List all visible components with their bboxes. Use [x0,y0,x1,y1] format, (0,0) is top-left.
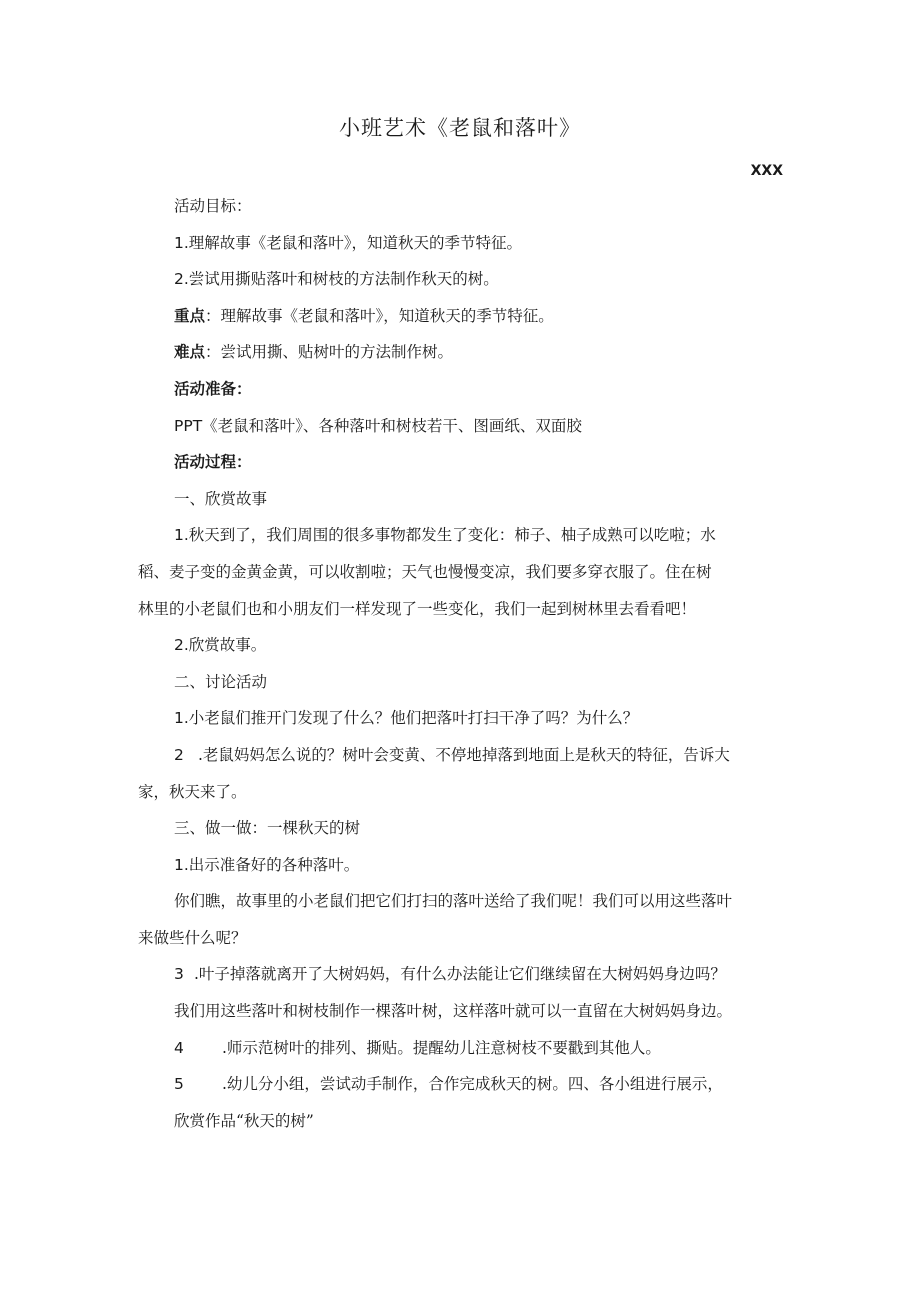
section-1-item-1-number: 1. [174,526,189,545]
key-point-text: ：理解故事《老鼠和落叶》，知道秋天的季节特征。 [205,306,554,325]
difficulty-label: 难点 [174,343,206,362]
section-3-item-4 [138,1030,788,1067]
section-3-item-1-text: 出示准备好的各种落叶。 [188,855,360,874]
section-1-item-2-number: 2. [174,636,189,655]
section-2-item-2-line-1 [138,737,788,774]
prep-materials-text: 《老鼠和落叶》、各种落叶和树枝若干、图画纸、双面胶 [202,416,582,435]
section-1-item-1-line-2: 稻、麦子变的金黄金黄，可以收割啦；天气也慢慢变凉，我们要多穿衣服了。住在树 [138,562,712,581]
section-3-item-4-number: 4 [174,1038,184,1057]
section-3-item-5 [138,1066,788,1103]
key-point [138,298,788,335]
section-3-heading: 三、做一做：一棵秋天的树 [174,819,361,838]
key-point-label: 重点 [174,306,206,325]
section-3-item-1-number: 1. [174,855,189,874]
goals-heading: 活动目标： [174,197,252,215]
goal-item-2 [138,261,788,298]
section-3-item-3 [138,956,788,993]
section-1-item-2 [138,627,788,664]
section-2-item-1 [138,700,788,737]
author-name: XXX [750,163,783,179]
section-2-heading: 二、讨论活动 [174,672,268,691]
prep-materials [138,408,788,445]
section-3-item-1 [138,847,788,884]
section-2-item-2-number: 2 [174,745,184,764]
section-2-item-1-number: 1. [174,709,189,728]
section-3-item-3-number: 3 [174,965,184,984]
goal-item-1 [138,225,788,262]
process-heading: 活动过程： [174,453,252,472]
section-2-item-2-line-2: 家，秋天来了。 [138,782,247,801]
document-body [138,188,788,1139]
section-3-item-2-line-2: 来做些什么呢？ [138,928,247,947]
section-3-item-3-text: .叶子掉落就离开了大树妈妈，有什么办法能让它们继续留在大树妈妈身边吗？ [194,965,726,984]
section-3-item-5-text: .幼儿分小组，尝试动手制作，合作完成秋天的树。四、各小组进行展示， [222,1075,723,1094]
goal-2-text: 尝试用撕贴落叶和树枝的方法制作秋天的树。 [188,270,499,289]
section-3-item-4-text: .师示范树叶的排列、撕贴。提醒幼儿注意树枝不要戳到其他人。 [222,1038,661,1057]
difficulty-point [138,334,788,371]
prep-ppt: PPT [174,416,203,435]
section-2-item-2-text-a: .老鼠妈妈怎么说的？树叶会变黄、不停地掉落到地面上是秋天的特征，告诉大 [198,745,730,764]
section-3-item-5-number: 5 [174,1075,184,1094]
section-3-item-6: 欣赏作品“秋天的树” [174,1111,314,1130]
section-2-item-1-text: 小老鼠们推开门发现了什么？他们把落叶打扫干净了吗？为什么？ [188,709,639,728]
document-title: 小班艺术《老鼠和落叶》 [339,116,581,140]
section-3-item-2-line-1: 你们瞧，故事里的小老鼠们把它们打扫的落叶送给了我们呢！我们可以用这些落叶 [174,892,733,911]
section-3-item-3-line-2: 我们用这些落叶和树枝制作一棵落叶树，这样落叶就可以一直留在大树妈妈身边。 [174,1002,733,1021]
prep-heading: 活动准备： [174,379,252,398]
section-1-item-1-line-1 [138,517,788,554]
section-1-item-2-text: 欣赏故事。 [188,636,267,655]
goal-2-number: 2. [174,270,189,289]
section-1-heading: 一、欣赏故事 [174,489,268,508]
difficulty-text: ：尝试用撕、贴树叶的方法制作树。 [205,343,454,362]
section-1-item-1-text-a: 秋天到了，我们周围的很多事物都发生了变化：柿子、柚子成熟可以吃啦；水 [188,526,716,545]
goal-1-number: 1. [174,233,189,252]
goal-1-text: 理解故事《老鼠和落叶》，知道秋天的季节特征。 [188,233,523,252]
section-1-item-1-line-3: 林里的小老鼠们也和小朋友们一样发现了一些变化，我们一起到树林里去看看吧！ [138,599,697,618]
